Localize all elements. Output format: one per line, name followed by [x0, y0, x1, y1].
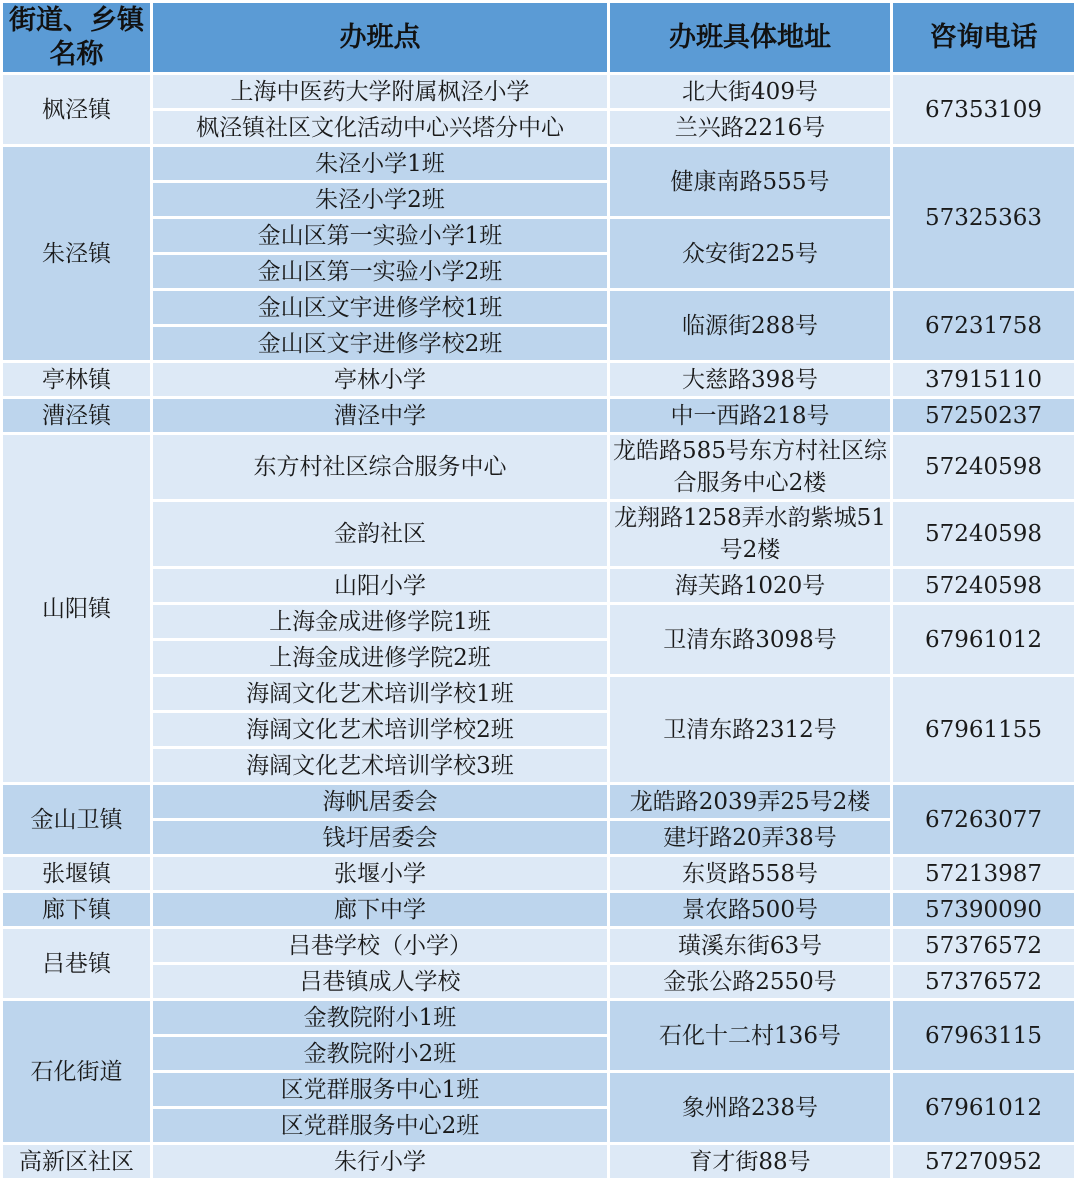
site-cell: 金山区文宇进修学校2班: [153, 327, 610, 363]
site-cell: 吕巷镇成人学校: [153, 965, 610, 1001]
town-cell: 漕泾镇: [3, 399, 153, 435]
table-row: [3, 399, 1077, 435]
site-cell: 朱行小学: [153, 1145, 610, 1181]
header-address: 办班具体地址: [610, 3, 893, 75]
site-cell: 张堰小学: [153, 857, 610, 893]
town-cell: 吕巷镇: [3, 929, 153, 1001]
site-cell: 亭林小学: [153, 363, 610, 399]
site-cell: 朱泾小学2班: [153, 183, 610, 219]
site-cell: 区党群服务中心2班: [153, 1109, 610, 1145]
table-row: [3, 569, 1077, 605]
table-row: [3, 605, 1077, 641]
phone-cell: 57240598: [893, 502, 1077, 569]
phone-cell: 57390090: [893, 893, 1077, 929]
site-cell: 海阔文化艺术培训学校2班: [153, 713, 610, 749]
phone-cell: 57325363: [893, 147, 1077, 291]
table-row: [3, 965, 1077, 1001]
address-cell: 东贤路558号: [610, 857, 893, 893]
table-row: [3, 1001, 1077, 1037]
address-cell: 龙皓路2039弄25号2楼: [610, 785, 893, 821]
header-row: [3, 3, 1077, 75]
table-row: [3, 785, 1077, 821]
address-cell: 兰兴路2216号: [610, 111, 893, 147]
table-row: [3, 929, 1077, 965]
table-row: [3, 1145, 1077, 1181]
phone-cell: 57250237: [893, 399, 1077, 435]
table-row: [3, 147, 1077, 183]
phone-cell: 67961012: [893, 605, 1077, 677]
phone-cell: 57270952: [893, 1145, 1077, 1181]
address-cell: 卫清东路2312号: [610, 677, 893, 785]
address-cell: 健康南路555号: [610, 147, 893, 219]
phone-cell: 57376572: [893, 965, 1077, 1001]
phone-cell: 67231758: [893, 291, 1077, 363]
site-cell: 廊下中学: [153, 893, 610, 929]
site-cell: 区党群服务中心1班: [153, 1073, 610, 1109]
town-cell: 张堰镇: [3, 857, 153, 893]
table-row: [3, 1073, 1077, 1109]
phone-cell: 57376572: [893, 929, 1077, 965]
town-cell: 金山卫镇: [3, 785, 153, 857]
site-cell: 金韵社区: [153, 502, 610, 569]
phone-cell: 37915110: [893, 363, 1077, 399]
address-cell: 众安街225号: [610, 219, 893, 291]
town-cell: 石化街道: [3, 1001, 153, 1145]
table-body: [3, 75, 1077, 1181]
header-phone: 咨询电话: [893, 3, 1077, 75]
town-cell: 朱泾镇: [3, 147, 153, 363]
site-cell: 海阔文化艺术培训学校1班: [153, 677, 610, 713]
phone-cell: 57240598: [893, 435, 1077, 502]
site-cell: 金教院附小1班: [153, 1001, 610, 1037]
table-row: [3, 857, 1077, 893]
town-cell: 枫泾镇: [3, 75, 153, 147]
site-cell: 金教院附小2班: [153, 1037, 610, 1073]
phone-cell: 67263077: [893, 785, 1077, 857]
address-cell: 卫清东路3098号: [610, 605, 893, 677]
site-cell: 金山区第一实验小学2班: [153, 255, 610, 291]
address-cell: 石化十二村136号: [610, 1001, 893, 1073]
town-cell: 高新区社区: [3, 1145, 153, 1181]
site-cell: 山阳小学: [153, 569, 610, 605]
address-cell: 中一西路218号: [610, 399, 893, 435]
site-cell: 上海金成进修学院1班: [153, 605, 610, 641]
table-row: [3, 363, 1077, 399]
site-cell: 朱泾小学1班: [153, 147, 610, 183]
site-cell: 金山区文宇进修学校1班: [153, 291, 610, 327]
table-row: [3, 75, 1077, 111]
address-cell: 育才街88号: [610, 1145, 893, 1181]
site-cell: 金山区第一实验小学1班: [153, 219, 610, 255]
address-cell: 景农路500号: [610, 893, 893, 929]
address-cell: 璜溪东街63号: [610, 929, 893, 965]
town-cell: 山阳镇: [3, 435, 153, 785]
phone-cell: 57213987: [893, 857, 1077, 893]
address-cell: 海芙路1020号: [610, 569, 893, 605]
table-row: [3, 502, 1077, 569]
address-cell: 龙皓路585号东方村社区综合服务中心2楼: [610, 435, 893, 502]
address-cell: 龙翔路1258弄水韵紫城51号2楼: [610, 502, 893, 569]
site-cell: 上海金成进修学院2班: [153, 641, 610, 677]
phone-cell: 67961012: [893, 1073, 1077, 1145]
address-cell: 建圩路20弄38号: [610, 821, 893, 857]
table-row: [3, 677, 1077, 713]
site-cell: 东方村社区综合服务中心: [153, 435, 610, 502]
phone-cell: 57240598: [893, 569, 1077, 605]
address-cell: 象州路238号: [610, 1073, 893, 1145]
site-cell: 海阔文化艺术培训学校3班: [153, 749, 610, 785]
table-row: [3, 291, 1077, 327]
site-cell: 上海中医药大学附属枫泾小学: [153, 75, 610, 111]
site-cell: 枫泾镇社区文化活动中心兴塔分中心: [153, 111, 610, 147]
town-cell: 廊下镇: [3, 893, 153, 929]
address-cell: 北大街409号: [610, 75, 893, 111]
phone-cell: 67963115: [893, 1001, 1077, 1073]
phone-cell: 67353109: [893, 75, 1077, 147]
address-cell: 临源街288号: [610, 291, 893, 363]
header-town: 街道、乡镇名称: [3, 3, 153, 75]
town-cell: 亭林镇: [3, 363, 153, 399]
table-row: [3, 893, 1077, 929]
site-cell: 吕巷学校（小学）: [153, 929, 610, 965]
site-cell: 钱圩居委会: [153, 821, 610, 857]
address-cell: 金张公路2550号: [610, 965, 893, 1001]
site-cell: 海帆居委会: [153, 785, 610, 821]
class-location-table: [3, 3, 1077, 1181]
table-row: [3, 435, 1077, 502]
address-cell: 大慈路398号: [610, 363, 893, 399]
site-cell: 漕泾中学: [153, 399, 610, 435]
phone-cell: 67961155: [893, 677, 1077, 785]
header-site: 办班点: [153, 3, 610, 75]
